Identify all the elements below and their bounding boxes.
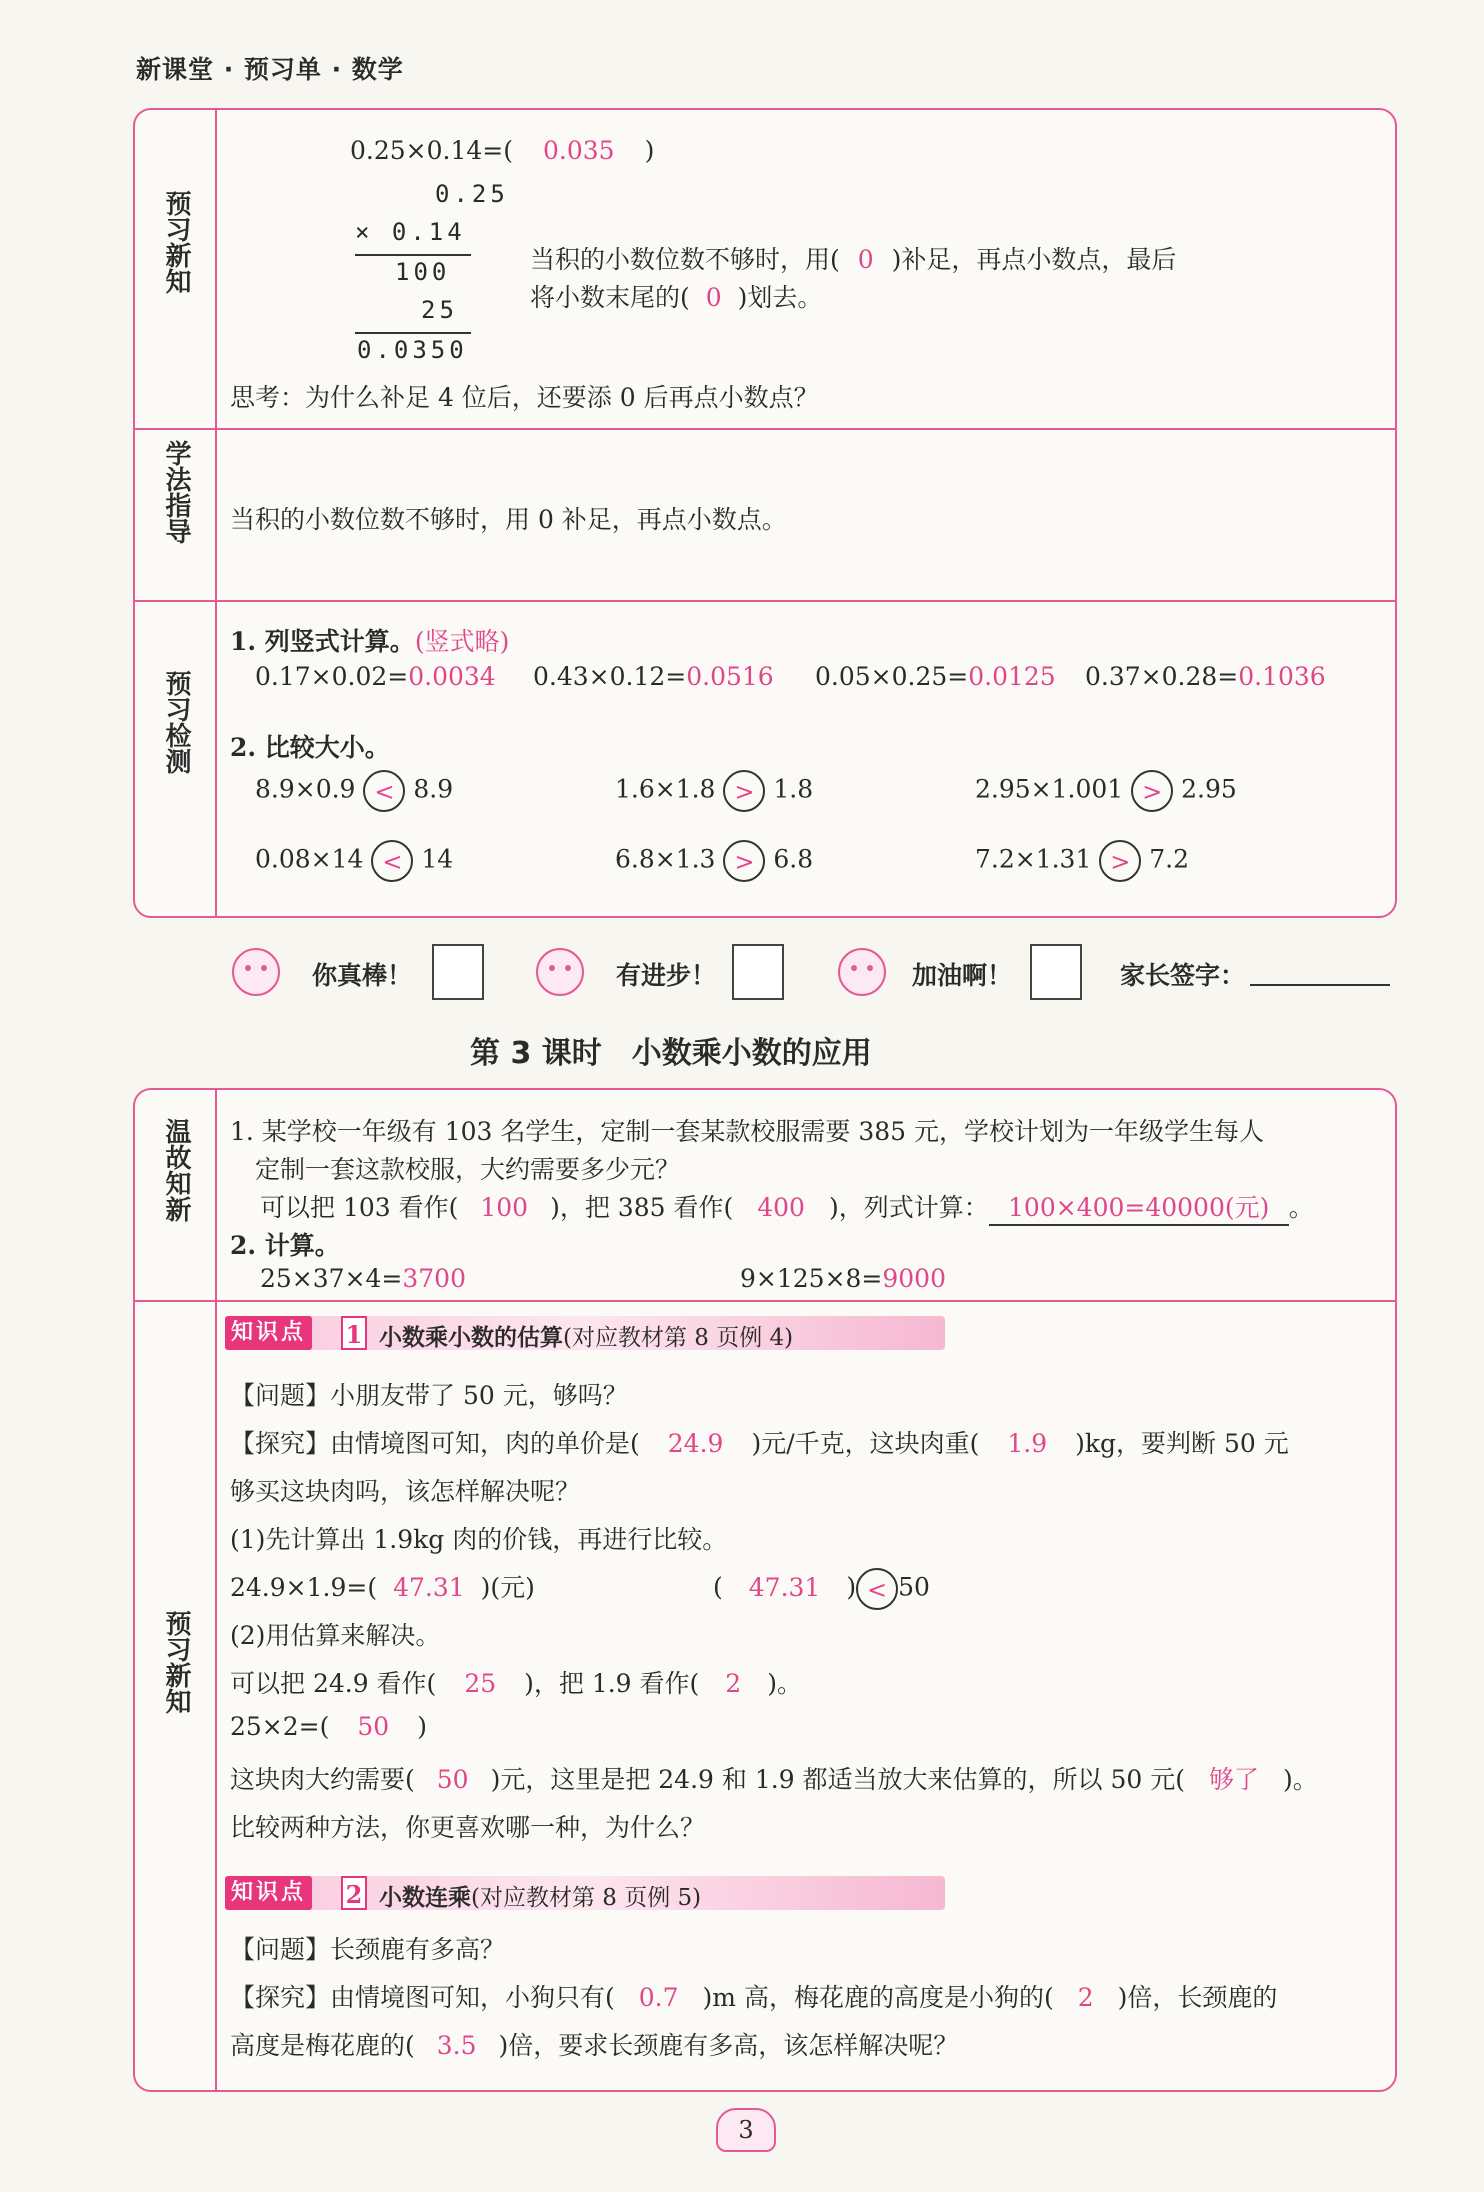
review-q2-item: 9×125×8=9000 [740, 1264, 946, 1293]
knowledge-point-title: 小数连乘(对应教材第 8 页例 5) [379, 1885, 702, 1911]
rating-cheer-checkbox[interactable] [1030, 944, 1082, 1000]
compare-sign: < [371, 840, 413, 882]
knowledge-point-tag: 知识点 [225, 1876, 312, 1910]
knowledge-point-number: 2 [341, 1876, 367, 1910]
q1-item: 0.17×0.02=0.0034 [255, 662, 496, 691]
side-label-new-knowledge: 预习新知 [161, 190, 191, 294]
think-question: 思考：为什么补足 4 位后，还要添 0 后再点小数点？ [230, 383, 819, 412]
compare-sign: > [1099, 840, 1141, 882]
side-label-method: 学法指导 [161, 440, 191, 544]
smiley-icon [838, 948, 886, 996]
smiley-icon [536, 948, 584, 996]
page-number: 3 [738, 2116, 754, 2144]
explore-2-line2: 高度是梅花鹿的( 3.5 )倍，要求长颈鹿有多高，该怎样解决呢？ [230, 2031, 959, 2060]
rating-progress-checkbox[interactable] [732, 944, 784, 1000]
rating-good-checkbox[interactable] [432, 944, 484, 1000]
compare-item: 7.2×1.31 > 7.2 [975, 840, 1189, 882]
compare-sign: < [363, 770, 405, 812]
compare-item: 8.9×0.9 < 8.9 [255, 770, 453, 812]
step-1: (1)先计算出 1.9kg 肉的价钱，再进行比较。 [230, 1525, 728, 1554]
calc-1: 24.9×1.9=( 47.31 )(元) [230, 1573, 535, 1602]
compare-sign: > [723, 770, 765, 812]
q1-item: 0.43×0.12=0.0516 [533, 662, 774, 691]
rating-cheer-label: 加油啊！ [912, 961, 1013, 990]
compare-item: 1.6×1.8 > 1.8 [615, 770, 813, 812]
calc-1-compare: ( 47.31 ) < 50 [713, 1568, 930, 1610]
parent-signature-label: 家长签字： [1120, 961, 1246, 990]
preview-box-bottom [133, 1088, 1397, 2092]
side-label-review: 温故知新 [161, 1118, 191, 1222]
multiply-line: 25×2=( 50 ) [230, 1712, 427, 1741]
estimate-line: 可以把 24.9 看作( 25 )，把 1.9 看作( 2 )。 [230, 1669, 802, 1698]
compare-sign: > [1131, 770, 1173, 812]
explain-line-2: 将小数末尾的( 0 )划去。 [530, 283, 823, 312]
method-text: 当积的小数位数不够时，用 0 补足，再点小数点。 [230, 505, 787, 534]
problem-1: 【问题】小朋友带了 50 元，够吗？ [230, 1381, 628, 1410]
compare-item: 0.08×14 < 14 [255, 840, 453, 882]
q1-item: 0.05×0.25=0.0125 [815, 662, 1056, 691]
explain-line-1: 当积的小数位数不够时，用( 0 )补足，再点小数点，最后 [530, 245, 1177, 274]
explore-1-line1: 【探究】由情境图可知，肉的单价是( 24.9 )元/千克，这块肉重( 1.9 )kg，要判断 50 元 [230, 1429, 1289, 1458]
divider [135, 428, 1395, 430]
divider [135, 600, 1395, 602]
rating-progress-label: 有进步！ [616, 961, 717, 990]
rating-good-label: 你真棒！ [312, 961, 413, 990]
knowledge-point-number: 1 [341, 1316, 367, 1350]
knowledge-point-tag: 知识点 [225, 1316, 312, 1350]
knowledge-point-title: 小数乘小数的估算(对应教材第 8 页例 4) [379, 1325, 794, 1351]
equation-line: 0.25×0.14=( 0.035 ) [350, 136, 655, 165]
side-label-check: 预习检测 [161, 670, 191, 774]
review-q1-line3: 可以把 103 看作( 100 )，把 385 看作( 400 )，列式计算： 100×400=40000(元) 。 [260, 1188, 1314, 1226]
side-column [135, 1090, 217, 2090]
compare-methods: 比较两种方法，你更喜欢哪一种，为什么？ [230, 1813, 706, 1842]
answer: 0.035 [542, 136, 615, 165]
review-q2-item: 25×37×4=3700 [260, 1264, 466, 1293]
problem-2: 【问题】长颈鹿有多高？ [230, 1935, 506, 1964]
side-label-new-knowledge: 预习新知 [161, 1610, 191, 1714]
step-2: (2)用估算来解决。 [230, 1621, 441, 1650]
page-header: 新课堂 · 预习单 · 数学 [136, 55, 404, 84]
review-q2-label: 2. 计算。 [230, 1231, 340, 1260]
compare-item: 6.8×1.3 > 6.8 [615, 840, 813, 882]
compare-item: 2.95×1.001 > 2.95 [975, 770, 1237, 812]
explore-2-line1: 【探究】由情境图可知，小狗只有( 0.7 )m 高，梅花鹿的高度是小狗的( 2 )倍，长颈鹿的 [230, 1983, 1278, 2012]
explore-1-line2: 够买这块肉吗，该怎样解决呢？ [230, 1477, 581, 1506]
q2-label: 2. 比较大小。 [230, 733, 390, 762]
parent-signature-line[interactable] [1250, 984, 1390, 986]
conclusion-line: 这块肉大约需要( 50 )元，这里是把 24.9 和 1.9 都适当放大来估算的，所以 50 元( 够了 )。 [230, 1765, 1318, 1794]
divider [135, 1300, 1395, 1302]
lesson-title: 第 3 课时 小数乘小数的应用 [470, 1036, 872, 1071]
compare-sign: < [856, 1568, 898, 1610]
preview-box-top: 预习新知 学法指导 预习检测 0.25×0.14=( 0.035 ) 0.25 × 0.14 100 25 0.0350 当积的小数位数不够时，用( 0 )补足，再点小数点，最后 将小数末尾的( 0 )划去。 思考：为什么补足 4 位后，还要添 0 后再点小数点？ 当积的小数位数不够时，用 0 补足，再点小数点。 1. 列竖式计算。(竖式略) 0.17×0.02=0.0034 0.43×0.12=0.0516 0.05×0.25=0.0125 0.37×0.28=0.1036 2. 比较大小。 8.9×0.9 < 8.9 1.6×1.8 > 1.8 2.95×1.001 > 2.95 0.08×14 < 14 6.8×1.3 > 6.8 7.2×1.31 > 7.2 [133, 108, 1397, 918]
q1-item: 0.37×0.28=0.1036 [1085, 662, 1326, 691]
q1-label: 1. 列竖式计算。(竖式略) [230, 627, 510, 656]
smiley-icon [232, 948, 280, 996]
review-q1-line1: 1. 某学校一年级有 103 名学生，定制一套某款校服需要 385 元，学校计划为一年级学生每人 [230, 1117, 1265, 1146]
compare-sign: > [723, 840, 765, 882]
review-q1-line2: 定制一套这款校服，大约需要多少元？ [255, 1155, 681, 1184]
page-number-badge [716, 2108, 776, 2152]
